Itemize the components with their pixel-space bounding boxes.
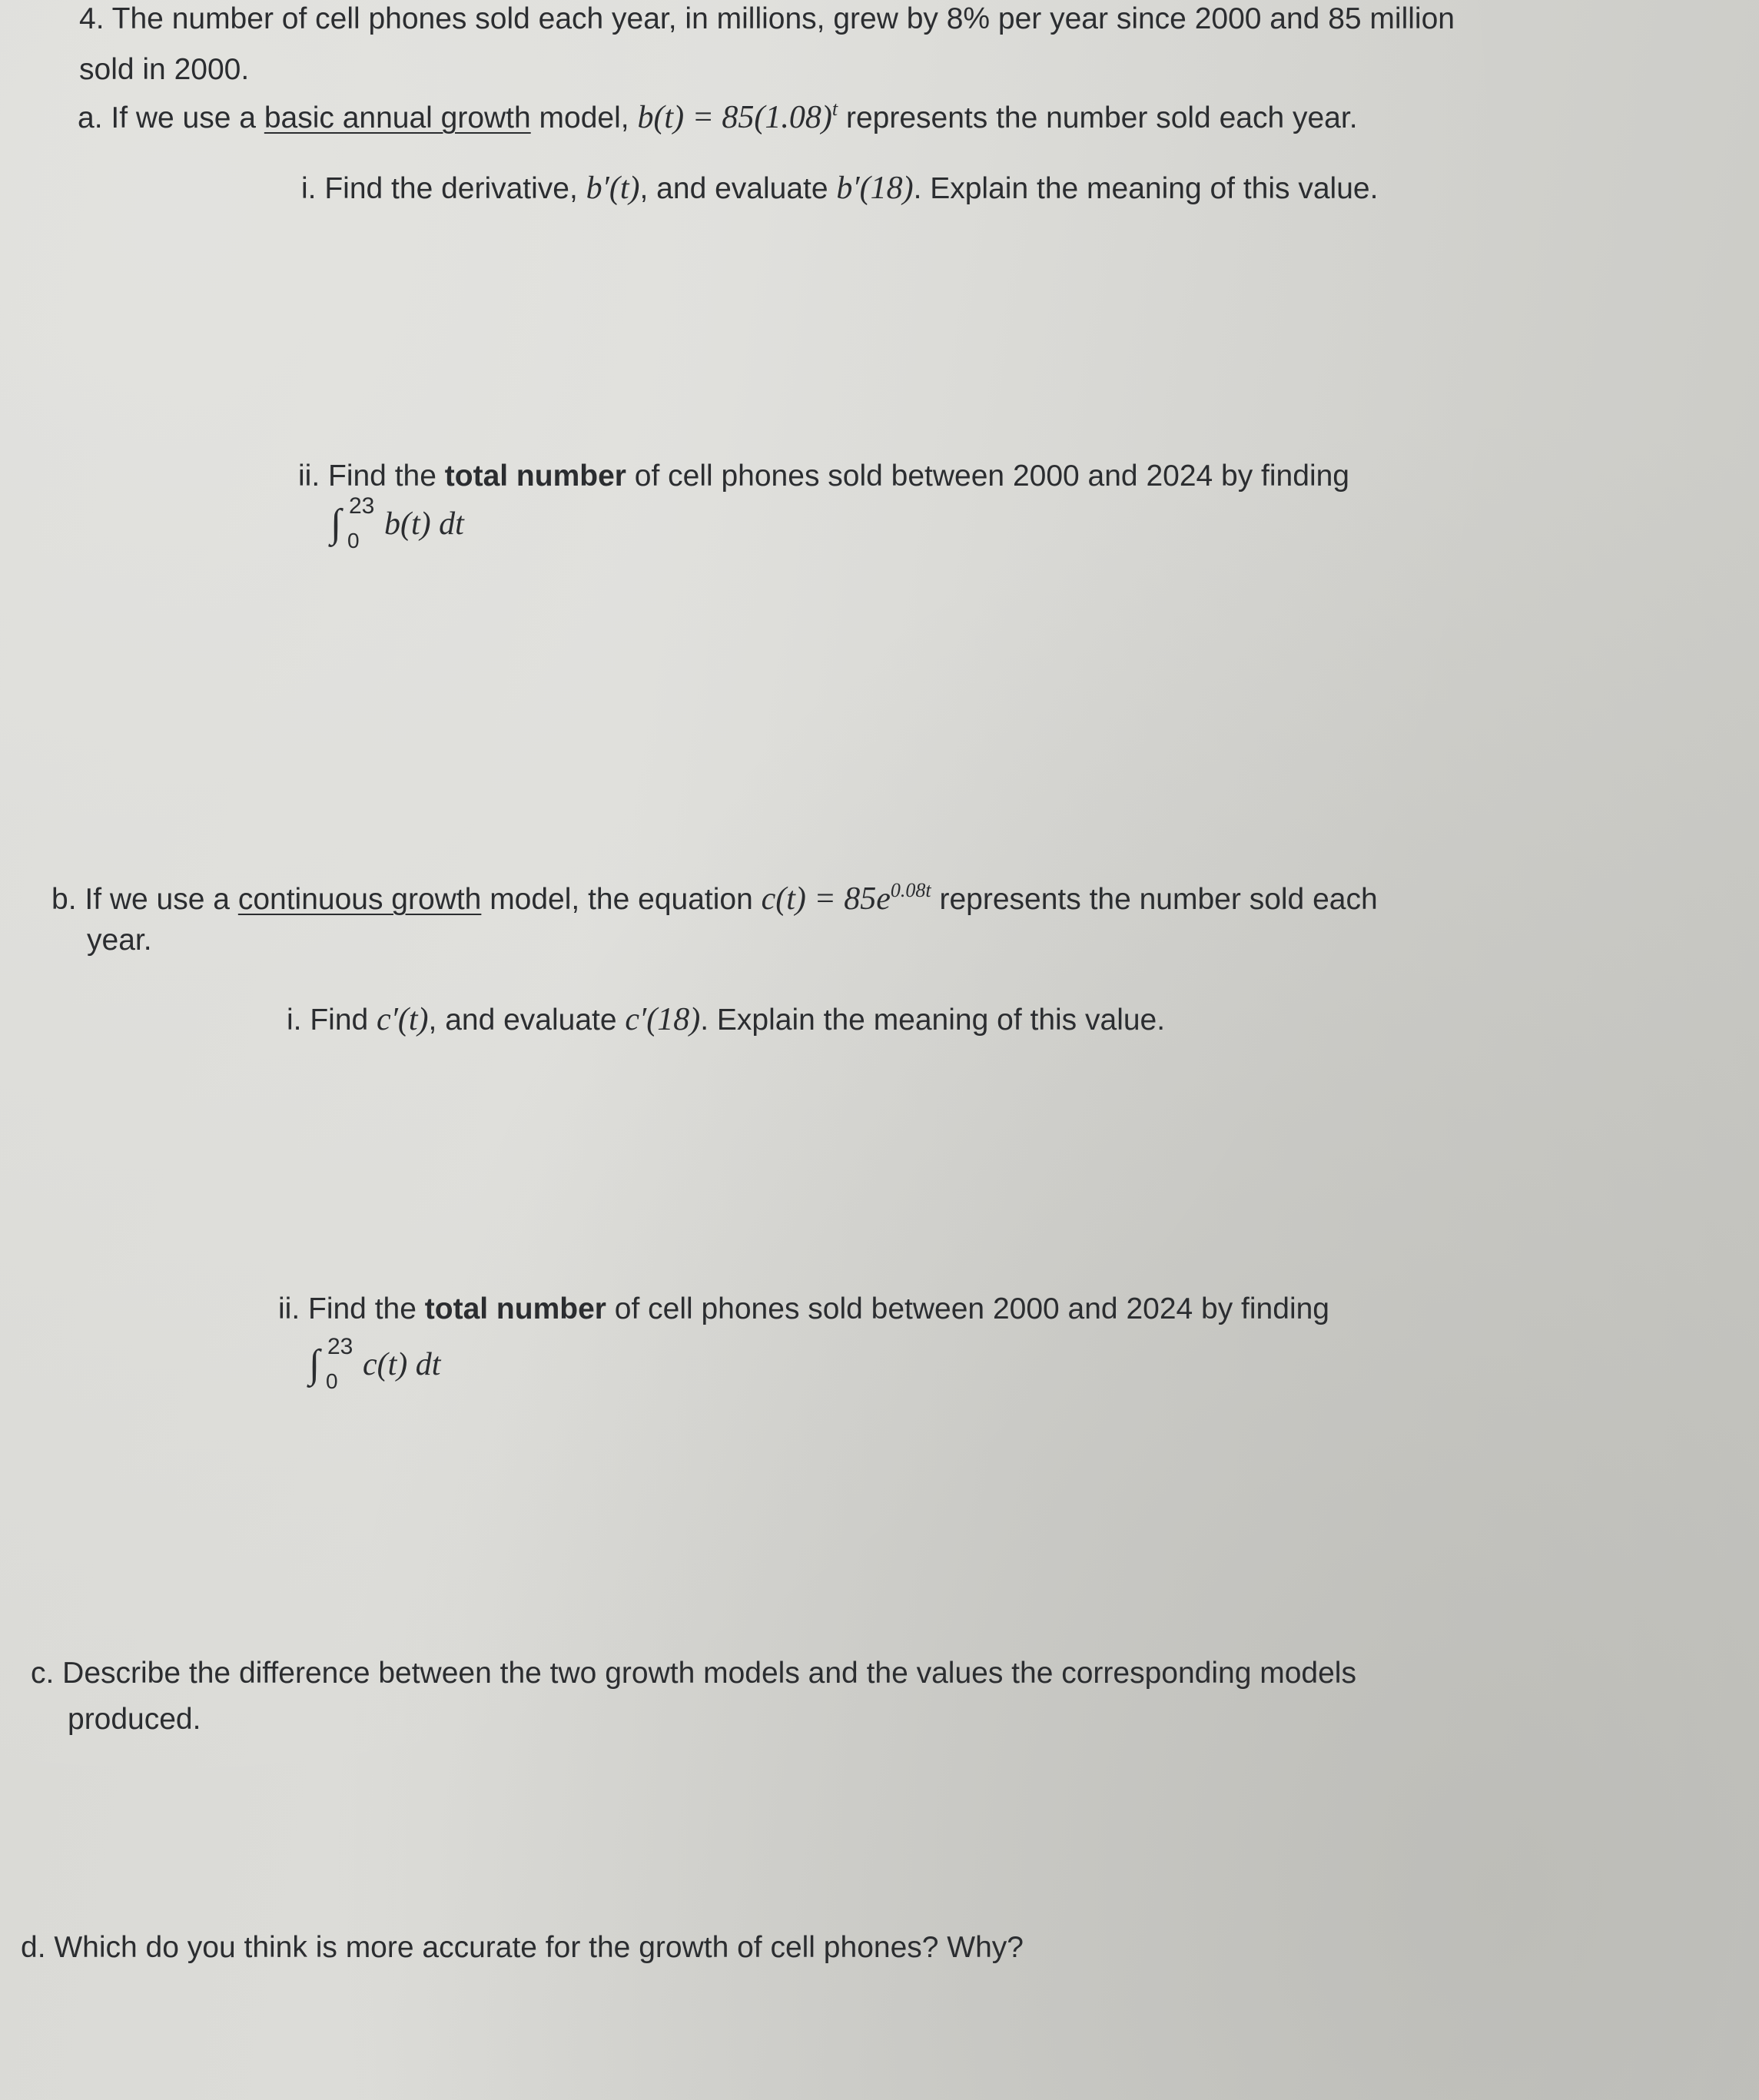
part-a-middle: model, xyxy=(530,101,638,134)
part-b-i-mid: , and evaluate xyxy=(428,1004,626,1037)
part-a-ii-bold: total number xyxy=(444,459,626,493)
problem-statement-line-2: sold in 2000. xyxy=(79,53,250,86)
problem-statement-line-1: 4. The number of cell phones sold each year, in millions, grew by 8% per year since 2000 and 85 million xyxy=(79,2,1455,35)
part-b-ii-suffix: of cell phones sold between 2000 and 2024 by finding xyxy=(606,1292,1329,1325)
part-c-question-line-2: produced. xyxy=(68,1703,201,1736)
part-b-statement-line-2: year. xyxy=(87,924,152,957)
part-b-formula: c(t) = 85e xyxy=(761,881,891,917)
part-a-statement xyxy=(78,97,1358,137)
integral-integrand: b(t) dt xyxy=(384,506,464,542)
part-a-i-question xyxy=(301,169,1378,207)
part-b-ii-question xyxy=(278,1292,1329,1328)
part-a-ii-prefix: ii. Find the xyxy=(298,459,445,493)
part-b-i-question xyxy=(287,1000,1165,1039)
part-a-model-name: basic annual growth xyxy=(264,101,531,134)
part-a-formula-exponent: t xyxy=(831,98,838,120)
part-a-i-evaluation: b′(18) xyxy=(836,171,914,206)
part-b-suffix: represents the number sold each xyxy=(931,883,1378,916)
integral-upper-limit: 23 xyxy=(327,1334,353,1359)
part-c-question-line-1: c. Describe the difference between the two growth models and the values the corresponding models xyxy=(31,1657,1356,1690)
part-b-model-name: continuous growth xyxy=(237,883,482,916)
part-b-i-evaluation: c′(18) xyxy=(625,1002,701,1037)
part-a-ii-question xyxy=(298,459,1349,495)
part-b-prefix: b. If we use a xyxy=(51,883,238,916)
part-a-i-derivative: b′(t) xyxy=(586,171,640,206)
part-b-ii-integral xyxy=(309,1334,509,1403)
part-a-prefix: a. If we use a xyxy=(78,101,264,134)
integral-upper-limit: 23 xyxy=(349,493,375,519)
part-a-i-mid: , and evaluate xyxy=(639,172,837,205)
part-a-i-suffix: . Explain the meaning of this value. xyxy=(913,172,1379,205)
part-b-statement xyxy=(51,878,1378,918)
integral-lower-limit: 0 xyxy=(347,529,360,552)
integral-lower-limit: 0 xyxy=(326,1369,338,1393)
part-a-formula: b(t) = 85(1.08) xyxy=(637,100,832,135)
part-b-i-suffix: . Explain the meaning of this value. xyxy=(700,1004,1166,1037)
part-b-ii-bold: total number xyxy=(424,1292,606,1325)
integral-integrand: c(t) dt xyxy=(363,1347,441,1382)
part-b-middle: model, the equation xyxy=(481,883,762,916)
part-b-i-prefix: i. Find xyxy=(287,1004,377,1037)
integral-sign-icon: ∫ xyxy=(309,1342,320,1386)
part-a-ii-suffix: of cell phones sold between 2000 and 2024 by finding xyxy=(626,459,1349,493)
part-b-i-derivative: c′(t) xyxy=(377,1002,429,1037)
part-b-ii-prefix: ii. Find the xyxy=(278,1292,425,1325)
part-a-i-prefix: i. Find the derivative, xyxy=(301,172,586,205)
part-b-formula-exponent: 0.08t xyxy=(890,879,931,901)
part-a-suffix: represents the number sold each year. xyxy=(838,101,1358,134)
part-a-ii-integral xyxy=(330,493,530,562)
integral-sign-icon: ∫ xyxy=(330,502,342,546)
part-d-question: d. Which do you think is more accurate for the growth of cell phones? Why? xyxy=(21,1931,1024,1964)
